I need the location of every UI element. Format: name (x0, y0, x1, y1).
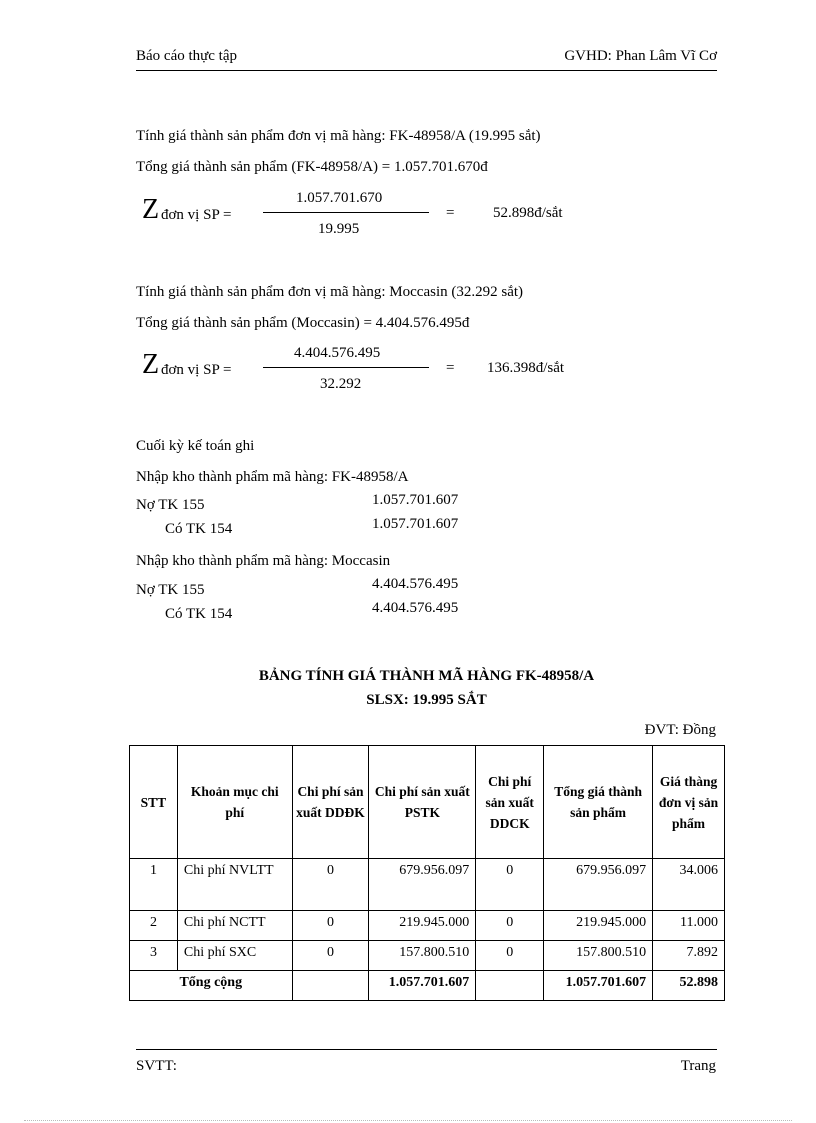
cell-unit-cost: 34.006 (653, 859, 725, 911)
section2-fraction-line (263, 367, 429, 368)
table-total-row (130, 971, 725, 1001)
cell-total-cost: 679.956.097 (544, 859, 653, 911)
table-unit: ĐVT: Đồng (644, 722, 716, 738)
entries-intro: Cuối kỳ kế toán ghi (136, 438, 255, 454)
col-header-cost-item: Khoản mục chi phí (177, 746, 292, 859)
section2-denominator: 32.292 (320, 376, 362, 392)
cell-unit-cost: 7.892 (653, 941, 725, 971)
total-cost: 1.057.701.607 (544, 971, 653, 1001)
col-header-ddck: Chi phí sản xuất DDCK (476, 746, 544, 859)
cell-stt: 2 (130, 911, 178, 941)
page-edge-divider (24, 1120, 792, 1121)
section1-denominator: 19.995 (318, 221, 360, 237)
section2-z-label: đơn vị SP = (161, 362, 232, 378)
cell-unit-cost: 11.000 (653, 911, 725, 941)
cell-ddck: 0 (476, 941, 544, 971)
total-ddck-empty (476, 971, 544, 1001)
entries-mc-credit-amount: 4.404.576.495 (372, 600, 459, 616)
col-header-pstk: Chi phí sản xuất PSTK (369, 746, 476, 859)
footer-rule (136, 1049, 717, 1050)
table-subtitle: SLSX: 19.995 SẮT (366, 692, 487, 708)
entries-mc-debit-amount: 4.404.576.495 (372, 576, 459, 592)
total-pstk: 1.057.701.607 (369, 971, 476, 1001)
section1-z-label: đơn vị SP = (161, 207, 232, 223)
entries-fk-debit-label: Nợ TK 155 (136, 497, 205, 513)
cell-cost-item: Chi phí NCTT (177, 911, 292, 941)
cost-table (129, 745, 725, 1001)
section1-line2: Tổng giá thành sản phẩm (FK-48958/A) = 1.057.701.670đ (136, 159, 488, 175)
header-report-title: Báo cáo thực tập (136, 48, 238, 64)
section1-line1: Tính giá thành sản phẩm đơn vị mã hàng: FK-48958/A (19.995 sắt) (136, 128, 541, 144)
section1-result: 52.898đ/sắt (493, 205, 563, 221)
col-header-ddk: Chi phí sản xuất DDĐK (292, 746, 369, 859)
entries-fk-credit-label: Có TK 154 (165, 521, 233, 537)
section2-line2: Tổng giá thành sản phẩm (Moccasin) = 4.404.576.495đ (136, 315, 470, 331)
cell-pstk: 157.800.510 (369, 941, 476, 971)
cell-stt: 3 (130, 941, 178, 971)
cell-cost-item: Chi phí SXC (177, 941, 292, 971)
cell-ddk: 0 (292, 941, 369, 971)
entries-fk-credit-amount: 1.057.701.607 (372, 516, 459, 532)
table-row (130, 859, 725, 911)
col-header-unit-cost: Giá thàng đơn vị sản phẩm (653, 746, 725, 859)
entries-fk-debit-amount: 1.057.701.607 (372, 492, 459, 508)
section1-z-symbol: Z (142, 194, 160, 225)
cell-cost-item: Chi phí NVLTT (177, 859, 292, 911)
table-row (130, 911, 725, 941)
cell-ddk: 0 (292, 859, 369, 911)
header-supervisor: GVHD: Phan Lâm Vĩ Cơ (564, 48, 717, 64)
total-unit-cost: 52.898 (653, 971, 725, 1001)
section2-line1: Tính giá thành sản phẩm đơn vị mã hàng: Moccasin (32.292 sắt) (136, 284, 524, 300)
table-title: BẢNG TÍNH GIÁ THÀNH MÃ HÀNG FK-48958/A (258, 668, 595, 684)
page-header (136, 48, 717, 71)
entries-fk-title: Nhập kho thành phẩm mã hàng: FK-48958/A (136, 469, 409, 485)
entries-mc-debit-label: Nợ TK 155 (136, 582, 205, 598)
col-header-stt: STT (130, 746, 178, 859)
section1-numerator: 1.057.701.670 (296, 190, 383, 206)
total-label: Tổng cộng (130, 971, 293, 1001)
section1-fraction-line (263, 212, 429, 213)
section1-equals: = (446, 205, 455, 221)
section2-numerator: 4.404.576.495 (294, 345, 381, 361)
col-header-total-cost: Tổng giá thành sản phẩm (544, 746, 653, 859)
table-header-row (130, 746, 725, 859)
cell-stt: 1 (130, 859, 178, 911)
section2-result: 136.398đ/sắt (487, 360, 565, 376)
section2-equals: = (446, 360, 455, 376)
cell-pstk: 679.956.097 (369, 859, 476, 911)
cell-ddck: 0 (476, 911, 544, 941)
cell-ddk: 0 (292, 911, 369, 941)
footer-student: SVTT: (136, 1058, 177, 1074)
cell-ddck: 0 (476, 859, 544, 911)
entries-mc-title: Nhập kho thành phẩm mã hàng: Moccasin (136, 553, 391, 569)
footer-page: Trang (680, 1058, 716, 1074)
entries-mc-credit-label: Có TK 154 (165, 606, 233, 622)
table-row (130, 941, 725, 971)
cell-total-cost: 157.800.510 (544, 941, 653, 971)
total-ddk-empty (292, 971, 369, 1001)
cell-pstk: 219.945.000 (369, 911, 476, 941)
section2-z-symbol: Z (142, 349, 160, 380)
cell-total-cost: 219.945.000 (544, 911, 653, 941)
